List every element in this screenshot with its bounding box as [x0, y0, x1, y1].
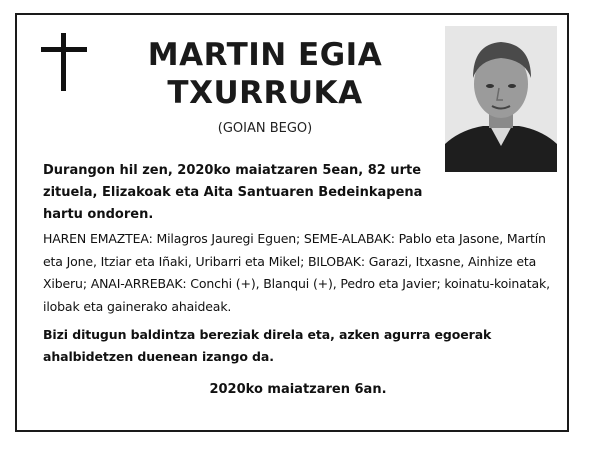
portrait-photo-icon [445, 26, 557, 172]
deceased-name [120, 36, 410, 112]
portrait-photo [445, 26, 557, 172]
farewell-note: Bizi ditugun baldintza bereziak direla eta, azken agurra egoerak ahalbidetzen duenean izango da. [43, 327, 492, 364]
notice-date: 2020ko maiatzaren 6an. [209, 382, 387, 397]
name-line-2: TXURRUKA [167, 75, 363, 111]
nickname: (GOIAN BEGO) [217, 121, 313, 136]
family-list: HAREN EMAZTEA: Milagros Jauregi Eguen; SEME-ALABAK: Pablo eta Jasone, Martín eta Jone, Itziar eta Iñaki, Uribarri eta Mikel; BILOBAK: Garazi, Itxasne, Ainhize eta Xiberu; ANAI-ARREBAK: Conchi (+), Blanqui (+), Pedro eta Javier; koinatu-koinatak, ilobak eta gainerako ahaideak. [43, 231, 550, 314]
name-line-1: MARTIN EGIA [147, 37, 383, 73]
death-announcement: Durangon hil zen, 2020ko maiatzaren 5ean, 82 urte zituela, Elizakoak eta Aita Santuaren Bedeinkapena hartu ondoren. [43, 163, 423, 222]
cross-icon [41, 33, 89, 91]
